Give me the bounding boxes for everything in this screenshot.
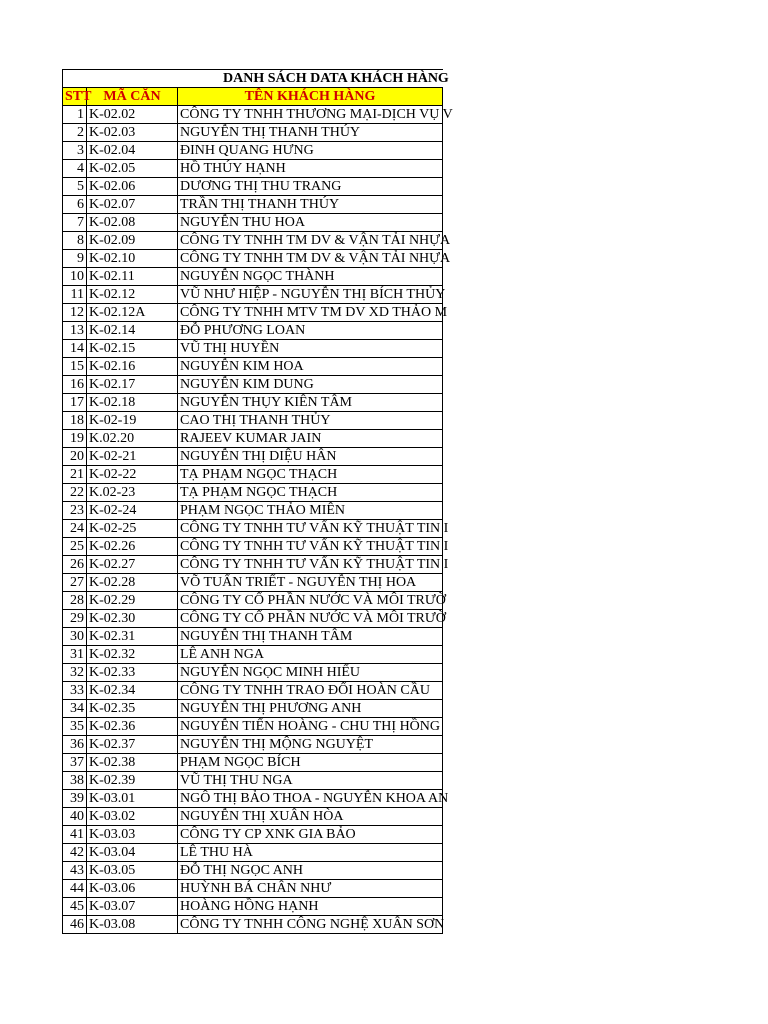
- row-ma-can-cell[interactable]: K-02.16: [87, 358, 178, 376]
- row-stt-cell[interactable]: 18: [63, 412, 87, 430]
- row-customer-name-cell[interactable]: NGUYỄN NGỌC THÀNH: [178, 268, 443, 286]
- row-customer-name-cell[interactable]: ĐỖ PHƯƠNG LOAN: [178, 322, 443, 340]
- row-customer-name-cell[interactable]: VŨ THỊ HUYỀN: [178, 340, 443, 358]
- table-row: [63, 754, 443, 772]
- table-row: [63, 916, 443, 934]
- row-stt-cell[interactable]: 11: [63, 286, 87, 304]
- row-customer-name-cell[interactable]: NGUYỄN KIM HOA: [178, 358, 443, 376]
- row-ma-can-cell[interactable]: K-02.26: [87, 538, 178, 556]
- row-stt-cell[interactable]: 36: [63, 736, 87, 754]
- row-ma-can-cell[interactable]: K-03.01: [87, 790, 178, 808]
- row-ma-can-cell[interactable]: K-02.35: [87, 700, 178, 718]
- row-ma-can-cell[interactable]: K-02.10: [87, 250, 178, 268]
- row-ma-can-cell[interactable]: K-02-25: [87, 520, 178, 538]
- row-customer-name-cell[interactable]: CÔNG TY CỔ PHẦN NƯỚC VÀ MÔI TRƯỜ: [178, 610, 443, 628]
- row-ma-can-cell[interactable]: K-02.09: [87, 232, 178, 250]
- row-ma-can-cell[interactable]: K-02.08: [87, 214, 178, 232]
- row-stt-cell[interactable]: 1: [63, 106, 87, 124]
- row-customer-name-cell[interactable]: ĐINH QUANG HƯNG: [178, 142, 443, 160]
- table-row: [63, 268, 443, 286]
- table-row: [63, 898, 443, 916]
- row-stt-cell[interactable]: 45: [63, 898, 87, 916]
- row-customer-name-cell[interactable]: HỒ THÚY HẠNH: [178, 160, 443, 178]
- row-ma-can-cell[interactable]: K-02-24: [87, 502, 178, 520]
- row-ma-can-cell[interactable]: K-02.05: [87, 160, 178, 178]
- table-row: [63, 394, 443, 412]
- row-stt-cell[interactable]: 8: [63, 232, 87, 250]
- table-row: [63, 808, 443, 826]
- row-ma-can-cell[interactable]: K-02.15: [87, 340, 178, 358]
- table-row: [63, 502, 443, 520]
- row-customer-name-cell[interactable]: NGUYỄN THỊ DIỆU HÂN: [178, 448, 443, 466]
- row-stt-cell[interactable]: 41: [63, 826, 87, 844]
- row-customer-name-cell[interactable]: VŨ NHƯ HIỆP - NGUYỄN THỊ BÍCH THỦY: [178, 286, 443, 304]
- table-row: [63, 682, 443, 700]
- row-stt-cell[interactable]: 21: [63, 466, 87, 484]
- row-ma-can-cell[interactable]: K.02-23: [87, 484, 178, 502]
- row-customer-name-cell[interactable]: VÕ TUẤN TRIẾT - NGUYỄN THỊ HOA: [178, 574, 443, 592]
- row-stt-cell[interactable]: 30: [63, 628, 87, 646]
- title-row: [63, 70, 443, 88]
- table-row: [63, 736, 443, 754]
- row-stt-cell[interactable]: 25: [63, 538, 87, 556]
- row-stt-cell[interactable]: 4: [63, 160, 87, 178]
- table-row: [63, 232, 443, 250]
- row-stt-cell[interactable]: 42: [63, 844, 87, 862]
- table-row: [63, 556, 443, 574]
- row-stt-cell[interactable]: 22: [63, 484, 87, 502]
- table-row: [63, 664, 443, 682]
- row-stt-cell[interactable]: 35: [63, 718, 87, 736]
- table-row: [63, 322, 443, 340]
- row-ma-can-cell[interactable]: K-02-22: [87, 466, 178, 484]
- table-row: [63, 628, 443, 646]
- table-row: [63, 448, 443, 466]
- row-customer-name-cell[interactable]: NGUYỄN TIẾN HOÀNG - CHU THỊ HỒNG: [178, 718, 443, 736]
- row-customer-name-cell[interactable]: TẠ PHẠM NGỌC THẠCH: [178, 466, 443, 484]
- row-stt-cell[interactable]: 31: [63, 646, 87, 664]
- row-stt-cell[interactable]: 3: [63, 142, 87, 160]
- header-row: [63, 88, 443, 106]
- row-ma-can-cell[interactable]: K-02.04: [87, 142, 178, 160]
- table-row: [63, 304, 443, 322]
- table-row: [63, 286, 443, 304]
- row-stt-cell[interactable]: 39: [63, 790, 87, 808]
- row-stt-cell[interactable]: 44: [63, 880, 87, 898]
- row-customer-name-cell[interactable]: CÔNG TY TNHH TƯ VẤN KỸ THUẬT TIN I: [178, 538, 443, 556]
- row-stt-cell[interactable]: 33: [63, 682, 87, 700]
- row-customer-name-cell[interactable]: CÔNG TY CP XNK GIA BẢO: [178, 826, 443, 844]
- row-ma-can-cell[interactable]: K-02.12A: [87, 304, 178, 322]
- row-stt-cell[interactable]: 9: [63, 250, 87, 268]
- row-customer-name-cell[interactable]: LÊ ANH NGA: [178, 646, 443, 664]
- row-customer-name-cell[interactable]: NGUYỄN THỊ MỘNG NGUYỆT: [178, 736, 443, 754]
- table-row: [63, 124, 443, 142]
- table-row: [63, 214, 443, 232]
- table-row: [63, 826, 443, 844]
- table-row: [63, 340, 443, 358]
- row-stt-cell[interactable]: 37: [63, 754, 87, 772]
- row-customer-name-cell[interactable]: HUỲNH BÁ CHÂN NHƯ: [178, 880, 443, 898]
- customer-table: [62, 69, 453, 934]
- row-customer-name-cell[interactable]: CÔNG TY TNHH TM DV & VẬN TẢI NHỰA: [178, 232, 443, 250]
- header-stt: STT: [63, 88, 87, 106]
- row-ma-can-cell[interactable]: K-02.02: [87, 106, 178, 124]
- row-stt-cell[interactable]: 23: [63, 502, 87, 520]
- row-stt-cell[interactable]: 2: [63, 124, 87, 142]
- table-row: [63, 790, 443, 808]
- row-customer-name-cell[interactable]: NGUYỄN THỊ PHƯƠNG ANH: [178, 700, 443, 718]
- table-row: [63, 772, 443, 790]
- row-ma-can-cell[interactable]: K-02.30: [87, 610, 178, 628]
- row-customer-name-cell[interactable]: ĐỖ THỊ NGỌC ANH: [178, 862, 443, 880]
- row-ma-can-cell[interactable]: K-02-19: [87, 412, 178, 430]
- row-customer-name-cell[interactable]: NGUYỄN THỤY KIÊN TÂM: [178, 394, 443, 412]
- row-stt-cell[interactable]: 5: [63, 178, 87, 196]
- row-customer-name-cell[interactable]: LÊ THU HÀ: [178, 844, 443, 862]
- row-stt-cell[interactable]: 29: [63, 610, 87, 628]
- row-ma-can-cell[interactable]: K-02-21: [87, 448, 178, 466]
- row-ma-can-cell[interactable]: K-02.39: [87, 772, 178, 790]
- spreadsheet: [62, 69, 453, 934]
- row-customer-name-cell[interactable]: PHẠM NGỌC THẢO MIÊN: [178, 502, 443, 520]
- row-customer-name-cell[interactable]: TRẦN THỊ THANH THÚY: [178, 196, 443, 214]
- row-customer-name-cell[interactable]: CÔNG TY TNHH TRAO ĐỔI HOÀN CẦU: [178, 682, 443, 700]
- row-stt-cell[interactable]: 26: [63, 556, 87, 574]
- row-stt-cell[interactable]: 34: [63, 700, 87, 718]
- row-stt-cell[interactable]: 10: [63, 268, 87, 286]
- table-row: [63, 412, 443, 430]
- row-customer-name-cell[interactable]: CÔNG TY TNHH CÔNG NGHỆ XUÂN SƠN: [178, 916, 443, 934]
- row-ma-can-cell[interactable]: K-02.11: [87, 268, 178, 286]
- row-customer-name-cell[interactable]: DƯƠNG THỊ THU TRANG: [178, 178, 443, 196]
- row-customer-name-cell[interactable]: RAJEEV KUMAR JAIN: [178, 430, 443, 448]
- row-ma-can-cell[interactable]: K-03.08: [87, 916, 178, 934]
- row-customer-name-cell[interactable]: NGUYỄN THU HOA: [178, 214, 443, 232]
- row-ma-can-cell[interactable]: K-03.05: [87, 862, 178, 880]
- row-ma-can-cell[interactable]: K-02.27: [87, 556, 178, 574]
- table-row: [63, 376, 443, 394]
- row-stt-cell[interactable]: 20: [63, 448, 87, 466]
- row-stt-cell[interactable]: 28: [63, 592, 87, 610]
- row-customer-name-cell[interactable]: NGUYỄN THỊ THANH TÂM: [178, 628, 443, 646]
- table-row: [63, 106, 443, 124]
- row-stt-cell[interactable]: 27: [63, 574, 87, 592]
- row-ma-can-cell[interactable]: K-03.07: [87, 898, 178, 916]
- row-customer-name-cell[interactable]: NGUYỄN THỊ THANH THÚY: [178, 124, 443, 142]
- row-ma-can-cell[interactable]: K-02.18: [87, 394, 178, 412]
- row-customer-name-cell[interactable]: CÔNG TY TNHH MTV TM DV XD THẢO M: [178, 304, 443, 322]
- table-row: [63, 862, 443, 880]
- table-row: [63, 142, 443, 160]
- table-row: [63, 358, 443, 376]
- table-row: [63, 520, 443, 538]
- row-stt-cell[interactable]: 32: [63, 664, 87, 682]
- row-stt-cell[interactable]: 14: [63, 340, 87, 358]
- row-customer-name-cell[interactable]: CÔNG TY TNHH TƯ VẤN KỸ THUẬT TIN I: [178, 556, 443, 574]
- row-ma-can-cell[interactable]: K-02.36: [87, 718, 178, 736]
- table-row: [63, 160, 443, 178]
- table-row: [63, 718, 443, 736]
- row-stt-cell[interactable]: 7: [63, 214, 87, 232]
- row-customer-name-cell[interactable]: CÔNG TY CỔ PHẦN NƯỚC VÀ MÔI TRƯỜ: [178, 592, 443, 610]
- row-customer-name-cell[interactable]: NGÔ THỊ BẢO THOA - NGUYỄN KHOA AN: [178, 790, 443, 808]
- row-stt-cell[interactable]: 13: [63, 322, 87, 340]
- table-row: [63, 484, 443, 502]
- table-row: [63, 646, 443, 664]
- row-ma-can-cell[interactable]: K-03.04: [87, 844, 178, 862]
- sheet-title: DANH SÁCH DATA KHÁCH HÀNG: [63, 70, 443, 88]
- row-customer-name-cell[interactable]: CÔNG TY TNHH TƯ VẤN KỸ THUẬT TIN I: [178, 520, 443, 538]
- row-stt-cell[interactable]: 19: [63, 430, 87, 448]
- table-row: [63, 466, 443, 484]
- row-ma-can-cell[interactable]: K-02.32: [87, 646, 178, 664]
- row-ma-can-cell[interactable]: K-02.12: [87, 286, 178, 304]
- row-stt-cell[interactable]: 12: [63, 304, 87, 322]
- header-ten-khach-hang: TÊN KHÁCH HÀNG: [178, 88, 443, 106]
- row-ma-can-cell[interactable]: K-02.06: [87, 178, 178, 196]
- row-ma-can-cell[interactable]: K-02.28: [87, 574, 178, 592]
- row-stt-cell[interactable]: 24: [63, 520, 87, 538]
- header-ma-can: MÃ CĂN: [87, 88, 178, 106]
- row-customer-name-cell[interactable]: PHẠM NGỌC BÍCH: [178, 754, 443, 772]
- row-customer-name-cell[interactable]: HOÀNG HỒNG HẠNH: [178, 898, 443, 916]
- table-row: [63, 574, 443, 592]
- row-ma-can-cell[interactable]: K-02.14: [87, 322, 178, 340]
- row-ma-can-cell[interactable]: K-02.17: [87, 376, 178, 394]
- row-ma-can-cell[interactable]: K-03.03: [87, 826, 178, 844]
- table-row: [63, 880, 443, 898]
- row-ma-can-cell[interactable]: K-02.34: [87, 682, 178, 700]
- row-ma-can-cell[interactable]: K-03.02: [87, 808, 178, 826]
- table-row: [63, 700, 443, 718]
- row-customer-name-cell[interactable]: VŨ THỊ THU NGA: [178, 772, 443, 790]
- table-row: [63, 250, 443, 268]
- table-row: [63, 844, 443, 862]
- row-ma-can-cell[interactable]: K-02.31: [87, 628, 178, 646]
- table-row: [63, 430, 443, 448]
- row-stt-cell[interactable]: 15: [63, 358, 87, 376]
- row-ma-can-cell[interactable]: K-02.37: [87, 736, 178, 754]
- row-stt-cell[interactable]: 17: [63, 394, 87, 412]
- row-customer-name-cell[interactable]: CAO THỊ THANH THỦY: [178, 412, 443, 430]
- table-row: [63, 592, 443, 610]
- row-ma-can-cell[interactable]: K.02.20: [87, 430, 178, 448]
- row-customer-name-cell[interactable]: CÔNG TY TNHH THƯƠNG MẠI-DỊCH VỤ V: [178, 106, 443, 124]
- row-ma-can-cell[interactable]: K-03.06: [87, 880, 178, 898]
- row-stt-cell[interactable]: 6: [63, 196, 87, 214]
- row-customer-name-cell[interactable]: NGUYỄN THỊ XUÂN HÒA: [178, 808, 443, 826]
- row-customer-name-cell[interactable]: NGUYỄN NGỌC MINH HIẾU: [178, 664, 443, 682]
- table-row: [63, 196, 443, 214]
- row-stt-cell[interactable]: 16: [63, 376, 87, 394]
- row-stt-cell[interactable]: 46: [63, 916, 87, 934]
- table-row: [63, 178, 443, 196]
- row-customer-name-cell[interactable]: NGUYỄN KIM DUNG: [178, 376, 443, 394]
- row-ma-can-cell[interactable]: K-02.29: [87, 592, 178, 610]
- row-ma-can-cell[interactable]: K-02.33: [87, 664, 178, 682]
- row-customer-name-cell[interactable]: CÔNG TY TNHH TM DV & VẬN TẢI NHỰA: [178, 250, 443, 268]
- row-stt-cell[interactable]: 40: [63, 808, 87, 826]
- row-ma-can-cell[interactable]: K-02.03: [87, 124, 178, 142]
- table-row: [63, 610, 443, 628]
- table-row: [63, 538, 443, 556]
- row-stt-cell[interactable]: 38: [63, 772, 87, 790]
- row-stt-cell[interactable]: 43: [63, 862, 87, 880]
- row-ma-can-cell[interactable]: K-02.38: [87, 754, 178, 772]
- row-customer-name-cell[interactable]: TẠ PHẠM NGỌC THẠCH: [178, 484, 443, 502]
- row-ma-can-cell[interactable]: K-02.07: [87, 196, 178, 214]
